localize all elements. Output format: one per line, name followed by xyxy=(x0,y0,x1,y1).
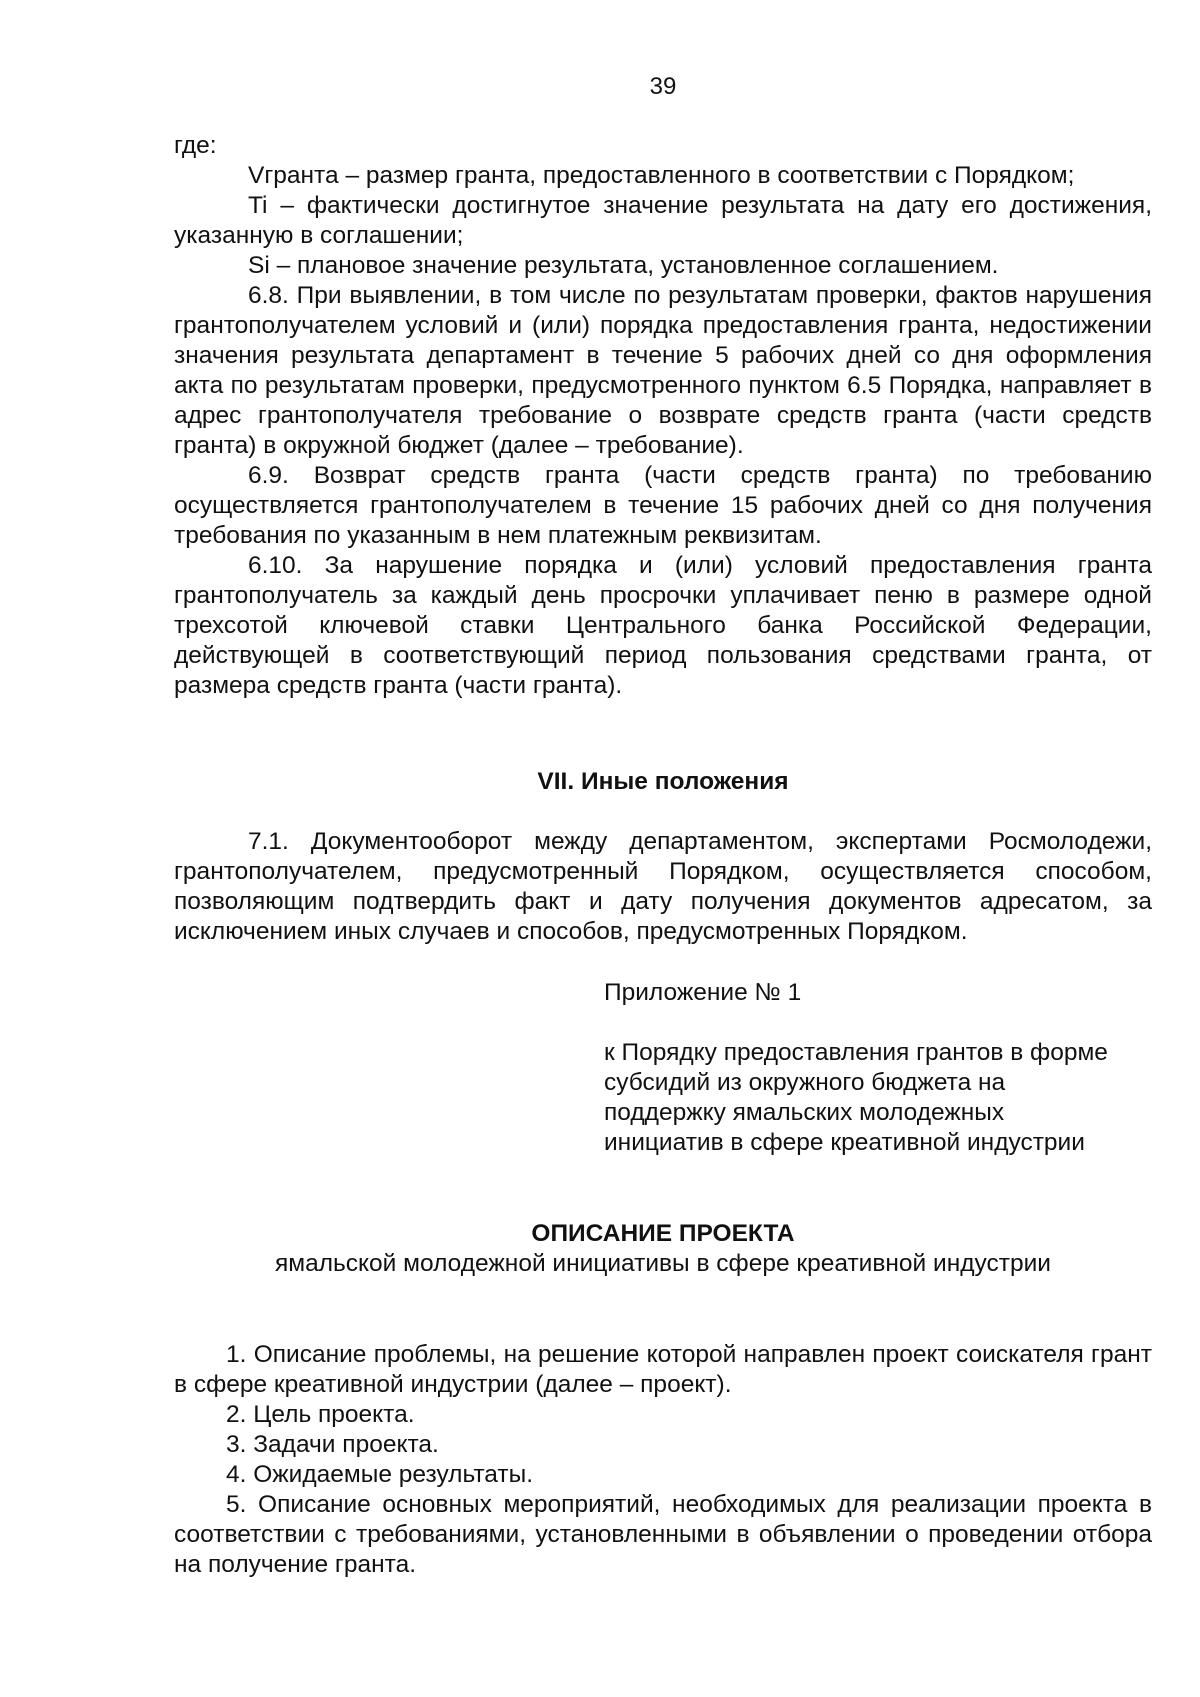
appendix-number: Приложение № 1 xyxy=(604,979,802,1006)
project-items-list xyxy=(174,1340,1152,1580)
v-definition: Vгранта – размер гранта, предоставленного в соответствии с Порядком; xyxy=(248,162,1075,189)
list-item: 3. Задачи проекта. xyxy=(226,1431,439,1458)
clause-7-1: 7.1. Документооборот между департаментом, экспертами Росмолодежи, грантополучателем, предусмотренный Порядком, осуществляется способом, позволяющим подтвердить факт и дату получения документов адресатом, за исключением иных случаев и способов, предусмотренных Порядком. xyxy=(174,828,1152,945)
s-definition: Si – плановое значение результата, установленное соглашением. xyxy=(248,252,999,279)
project-subtitle: ямальской молодежной инициативы в сфере креативной индустрии xyxy=(275,1250,1051,1277)
project-title: ОПИСАНИЕ ПРОЕКТА xyxy=(531,1220,795,1247)
appendix-ref-line: инициатив в сфере креативной индустрии xyxy=(604,1129,1085,1156)
clause-6-8: 6.8. При выявлении, в том числе по результатам проверки, фактов нарушения грантополучателем условий и (или) порядка предоставления гранта, недостижении значения результата департамент в течение 5 рабочих дней со дня оформления акта по результатам проверки, предусмотренного пунктом 6.5 Порядка, направляет в адрес грантополучателя требование о возврате средств гранта (части средств гранта) в окружной бюджет (далее – требование). xyxy=(174,282,1152,459)
section6-text xyxy=(174,131,1152,701)
section7-text xyxy=(174,827,1152,947)
list-item: 1. Описание проблемы, на решение которой направлен проект соискателя грант в сфере креативной индустрии (далее – проект). xyxy=(174,1341,1152,1398)
appendix-reference xyxy=(604,1038,1152,1158)
where-label: где: xyxy=(174,132,217,159)
clause-6-10: 6.10. За нарушение порядка и (или) условий предоставления гранта грантополучатель за каждый день просрочки уплачивает пеню в размере одной трехсотой ключевой ставки Центрального банка Российской Федерации, действующей в соответствующий период пользования средствами гранта, от размера средств гранта (части гранта). xyxy=(174,552,1152,699)
appendix-ref-line: к Порядку предоставления грантов в форме xyxy=(604,1039,1108,1066)
t-definition: Ti – фактически достигнутое значение результата на дату его достижения, указанную в соглашении; xyxy=(174,192,1152,249)
appendix-ref-line: поддержку ямальских молодежных xyxy=(604,1099,1005,1126)
appendix-ref-line: субсидий из окружного бюджета на xyxy=(604,1069,1006,1096)
list-item: 2. Цель проекта. xyxy=(226,1401,415,1428)
page-number: 39 xyxy=(649,73,677,100)
section7-heading: VII. Иные положения xyxy=(537,768,789,795)
clause-6-9: 6.9. Возврат средств гранта (части средств гранта) по требованию осуществляется грантополучателем в течение 15 рабочих дней со дня получения требования по указанным в нем платежным реквизитам. xyxy=(174,462,1152,549)
list-item: 4. Ожидаемые результаты. xyxy=(226,1461,534,1488)
list-item: 5. Описание основных мероприятий, необходимых для реализации проекта в соответствии с требованиями, установленными в объявлении о проведении отбора на получение гранта. xyxy=(174,1491,1152,1578)
